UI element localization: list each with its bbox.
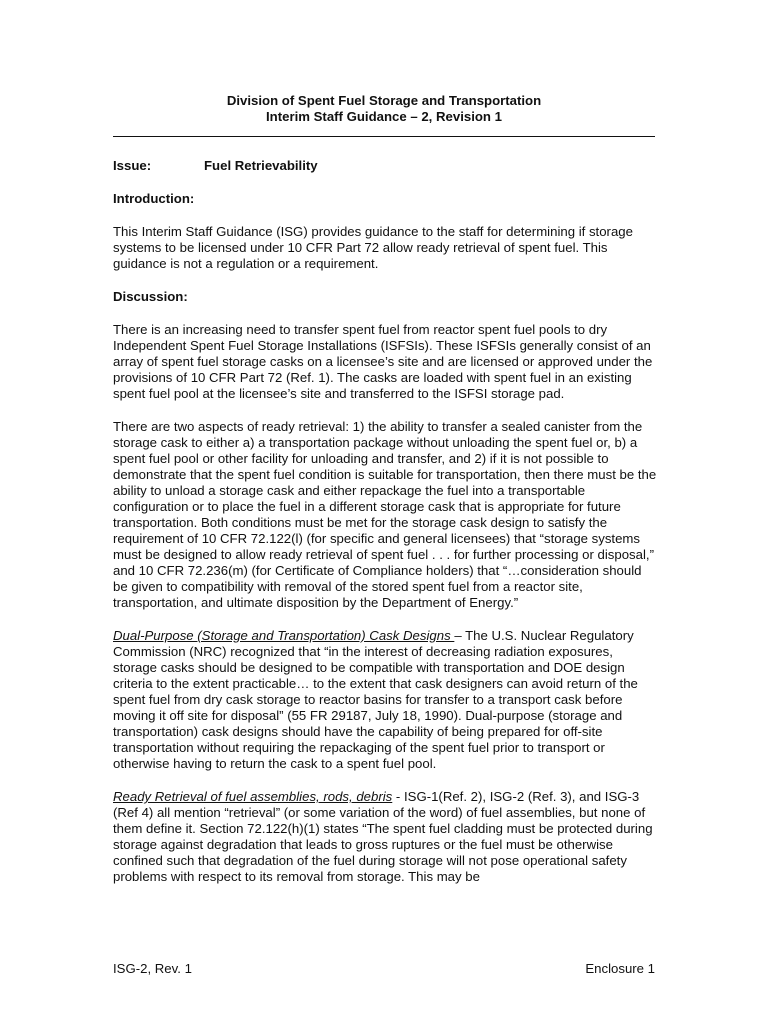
ready-retrieval-text: - ISG-1(Ref. 2), ISG-2 (Ref. 3), and ISG-3 (Ref 4) all mention “retrieval” (or some variation of the word) of fuel assemblies, but none of them define it. Section 72.122(h)(1) states “The spent fuel cladding must be protected during storage against degradation that leads to gross ruptures or the fuel must be otherwise confined such that degradation of the fuel during storage will not pose operational safety problems with respect to its removal from storage. This may be <box>113 789 653 884</box>
introduction-heading: Introduction: <box>113 191 195 206</box>
discussion-paragraph-2: There are two aspects of ready retrieval: 1) the ability to transfer a sealed canister from the storage cask to either a) a transportation package without unloading the spent fuel or, b) a spent fuel pool or other facility for unloading and transfer, and 2) if it is not possible to demonstrate that the spent fuel condition is suitable for transportation, then there must be the ability to unload a storage cask and either repackage the fuel into a transportable configuration or to place the fuel in a different storage cask that is appropriate for future transportation. Both conditions must be met for the storage cask design to satisfy the requirement of 10 CFR 72.122(l) (for specific and general licensees) that “storage systems must be designed to allow ready retrieval of spent fuel . . . for further processing or disposal,” and 10 CFR 72.236(m) (for Certificate of Compliance holders) that “…consideration should be given to compatibility with removal of the stored spent fuel from a reactor site, transportation, and ultimate disposition by the Department of Energy.” <box>113 419 657 610</box>
ready-retrieval-paragraph <box>113 789 658 885</box>
discussion-heading: Discussion: <box>113 289 188 304</box>
dual-purpose-paragraph <box>113 628 658 772</box>
issue-value: Fuel Retrievability <box>204 158 318 173</box>
dual-purpose-title: Dual-Purpose (Storage and Transportation) Cask Designs <box>113 628 455 643</box>
footer-enclosure: Enclosure 1 <box>585 961 655 976</box>
discussion-paragraph-1: There is an increasing need to transfer spent fuel from reactor spent fuel pools to dry Independent Spent Fuel Storage Installations (ISFSIs). These ISFSIs generally consist of an array of spent fuel storage casks on a licensee’s site and are licensed or approved under the provisions of 10 CFR Part 72 (Ref. 1). The casks are loaded with spent fuel in an existing spent fuel pool at the licensee’s site and transferred to the ISFSI storage pad. <box>113 322 653 401</box>
document-header <box>113 93 655 125</box>
document-body <box>113 158 658 902</box>
header-divider <box>113 136 655 137</box>
division-title: Division of Spent Fuel Storage and Transportation <box>226 93 542 108</box>
dual-purpose-text: – The U.S. Nuclear Regulatory Commission (NRC) recognized that “in the interest of decreasing radiation exposures, storage casks should be designed to be compatible with transportation and DOE design criteria to the extent practicable… to the extent that cask designers can avoid return of the spent fuel from dry cask storage to reactor basins for transfer to a transport cask before moving it off site for disposal” (55 FR 29187, July 18, 1990). Dual-purpose (storage and transportation) cask designs should have the capability of being prepared for off-site transportation without requiring the repackaging of the spent fuel prior to transport or otherwise having to return the cask to a spent fuel pool. <box>113 628 638 771</box>
issue-line <box>113 158 658 174</box>
introduction-paragraph: This Interim Staff Guidance (ISG) provides guidance to the staff for determining if storage systems to be licensed under 10 CFR Part 72 allow ready retrieval of spent fuel. This guidance is not a regulation or a requirement. <box>113 224 633 271</box>
footer-document-id: ISG-2, Rev. 1 <box>113 961 192 976</box>
guidance-title: Interim Staff Guidance – 2, Revision 1 <box>266 109 502 124</box>
issue-label: Issue: <box>113 158 152 173</box>
ready-retrieval-title: Ready Retrieval of fuel assemblies, rods, debris <box>113 789 393 804</box>
